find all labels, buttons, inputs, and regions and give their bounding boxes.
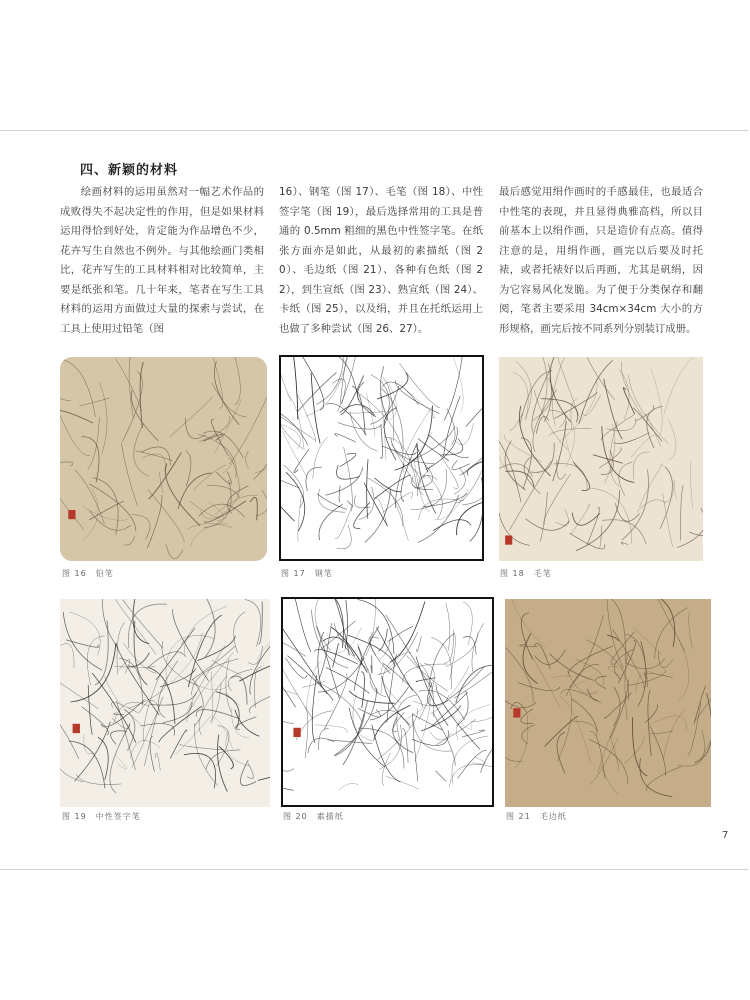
figure-21-rough-paper-sketch [505, 599, 711, 807]
book-page [0, 130, 748, 870]
text-column-3 [499, 183, 703, 339]
figure-20-caption: 图 20 素描纸 [283, 812, 344, 821]
figure-21-caption: 图 21 毛边纸 [506, 812, 567, 821]
figure-20-sketch-paper [281, 597, 494, 807]
figure-19-gel-pen-sketch [60, 599, 270, 807]
figure-16-pencil-sketch [60, 357, 267, 561]
paragraph: 16）、钢笔（图 17）、毛笔（图 18）、中性签字笔（图 19），最后选择常用的工具是普通的 0.5mm 粗细的黑色中性签字笔。在纸张方面亦是如此，从最初的素描纸（图 20）、毛边纸（图 21）、各种有色纸（图 22），到生宣纸（图 23）、熟宣纸（图 24）、卡纸（图 25），以及绢，并且在托纸运用上也做了多种尝试（图 26、27）。 [279, 186, 483, 335]
figure-16-caption: 图 16 铅笔 [62, 569, 114, 578]
figure-18-brush-sketch [499, 357, 703, 561]
paragraph: 绘画材料的运用虽然对一幅艺术作品的成败得失不起决定性的作用，但是如果材料运用得恰到好处，肯定能为作品增色不少，花卉写生自然也不例外。与其他绘画门类相比，花卉写生的工具材料相对比较简单，主要是纸张和笔。几十年来，笔者在写生工具材料的运用方面做过大量的探索与尝试，在工具上使用过铅笔（图 [60, 186, 264, 335]
paragraph: 最后感觉用绢作画时的手感最佳，也最适合中性笔的表现，并且显得典雅高档，所以目前基本上以绢作画，只是造价有点高。值得注意的是，用绢作画，画完以后要及时托裱，或者托裱好以后再画，尤其是矾绢，因为它容易风化发脆。为了便于分类保存和翻阅，笔者主要采用 34cm×34cm 大小的方形规格，画完后按不同系列分别装订成册。 [499, 186, 703, 335]
figure-17-pen-sketch [279, 355, 484, 561]
figure-19-caption: 图 19 中性签字笔 [62, 812, 141, 821]
page-number: 7 [722, 830, 729, 841]
figure-18-caption: 图 18 毛笔 [500, 569, 552, 578]
text-column-2 [279, 183, 483, 339]
figure-17-caption: 图 17 钢笔 [281, 569, 333, 578]
text-column-1 [60, 183, 264, 339]
section-heading: 四、新颖的材料 [80, 163, 179, 178]
